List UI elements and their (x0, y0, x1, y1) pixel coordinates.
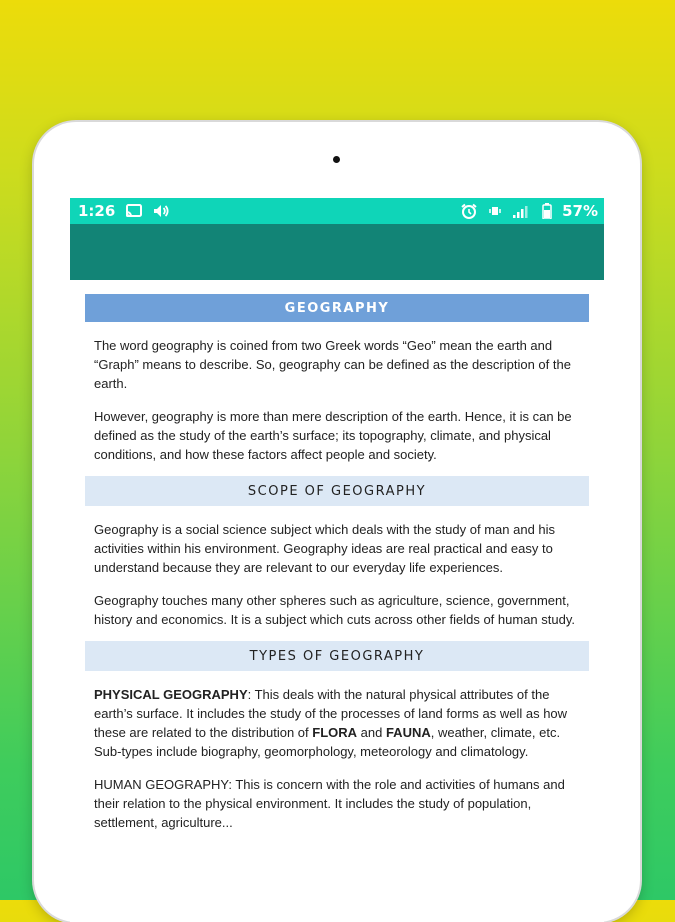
paragraph-human-geography: HUMAN GEOGRAPHY: This is concern with the role and activities of humans and their relation to the physical environment. It includes the study of population, settlement, agriculture... (94, 777, 565, 830)
section-title-types: TYPES OF GEOGRAPHY (85, 641, 589, 671)
section-title-geography: GEOGRAPHY (85, 294, 589, 322)
fauna-term: FAUNA (385, 725, 431, 740)
physical-geography-label: PHYSICAL GEOGRAPHY (94, 687, 248, 702)
article-content (70, 280, 604, 922)
status-bar (70, 198, 604, 224)
battery-percent: 57% (562, 202, 598, 220)
app-bar (70, 224, 604, 280)
front-camera (333, 156, 340, 163)
alarm-icon (460, 203, 478, 219)
flora-term: FLORA (312, 725, 358, 740)
cast-icon (125, 204, 143, 218)
paragraph-geography-2: However, geography is more than mere description of the earth. Hence, it is can be defined as the study of the earth’s surface; its topography, climate, and physical conditions, and how these factors affect people and society. (94, 409, 572, 462)
section-title-scope: SCOPE OF GEOGRAPHY (85, 476, 589, 506)
paragraph-physical-geography (94, 685, 580, 761)
paragraph-scope-2: Geography touches many other spheres such as agriculture, science, government, history and economics. It is a subject which cuts across other fields of human study. (94, 593, 575, 627)
battery-icon (542, 203, 552, 219)
vibrate-icon (488, 205, 502, 217)
tablet-frame (34, 122, 640, 922)
paragraph-scope-1: Geography is a social science subject which deals with the study of man and his activities within his environment. Geography ideas are real practical and easy to understand because they are relevant to our everyday life experiences. (94, 522, 556, 575)
and-word: and (357, 725, 386, 740)
physical-text-b: , weather, climate, etc. Sub-types include biography, geomorphology, meteorology and climatology. (94, 725, 561, 759)
status-time: 1:26 (78, 202, 116, 220)
physical-text-a: : This deals with the natural physical attributes of the earth’s surface. It includes the study of the processes of land forms as well as how these are related to the distribution of (94, 687, 568, 740)
signal-icon (512, 204, 532, 218)
device-screen (70, 198, 604, 922)
paragraph-geography-1: The word geography is coined from two Greek words “Geo” mean the earth and “Graph” means to describe. So, geography can be defined as the description of the earth. (94, 338, 571, 391)
volume-icon (153, 204, 171, 218)
